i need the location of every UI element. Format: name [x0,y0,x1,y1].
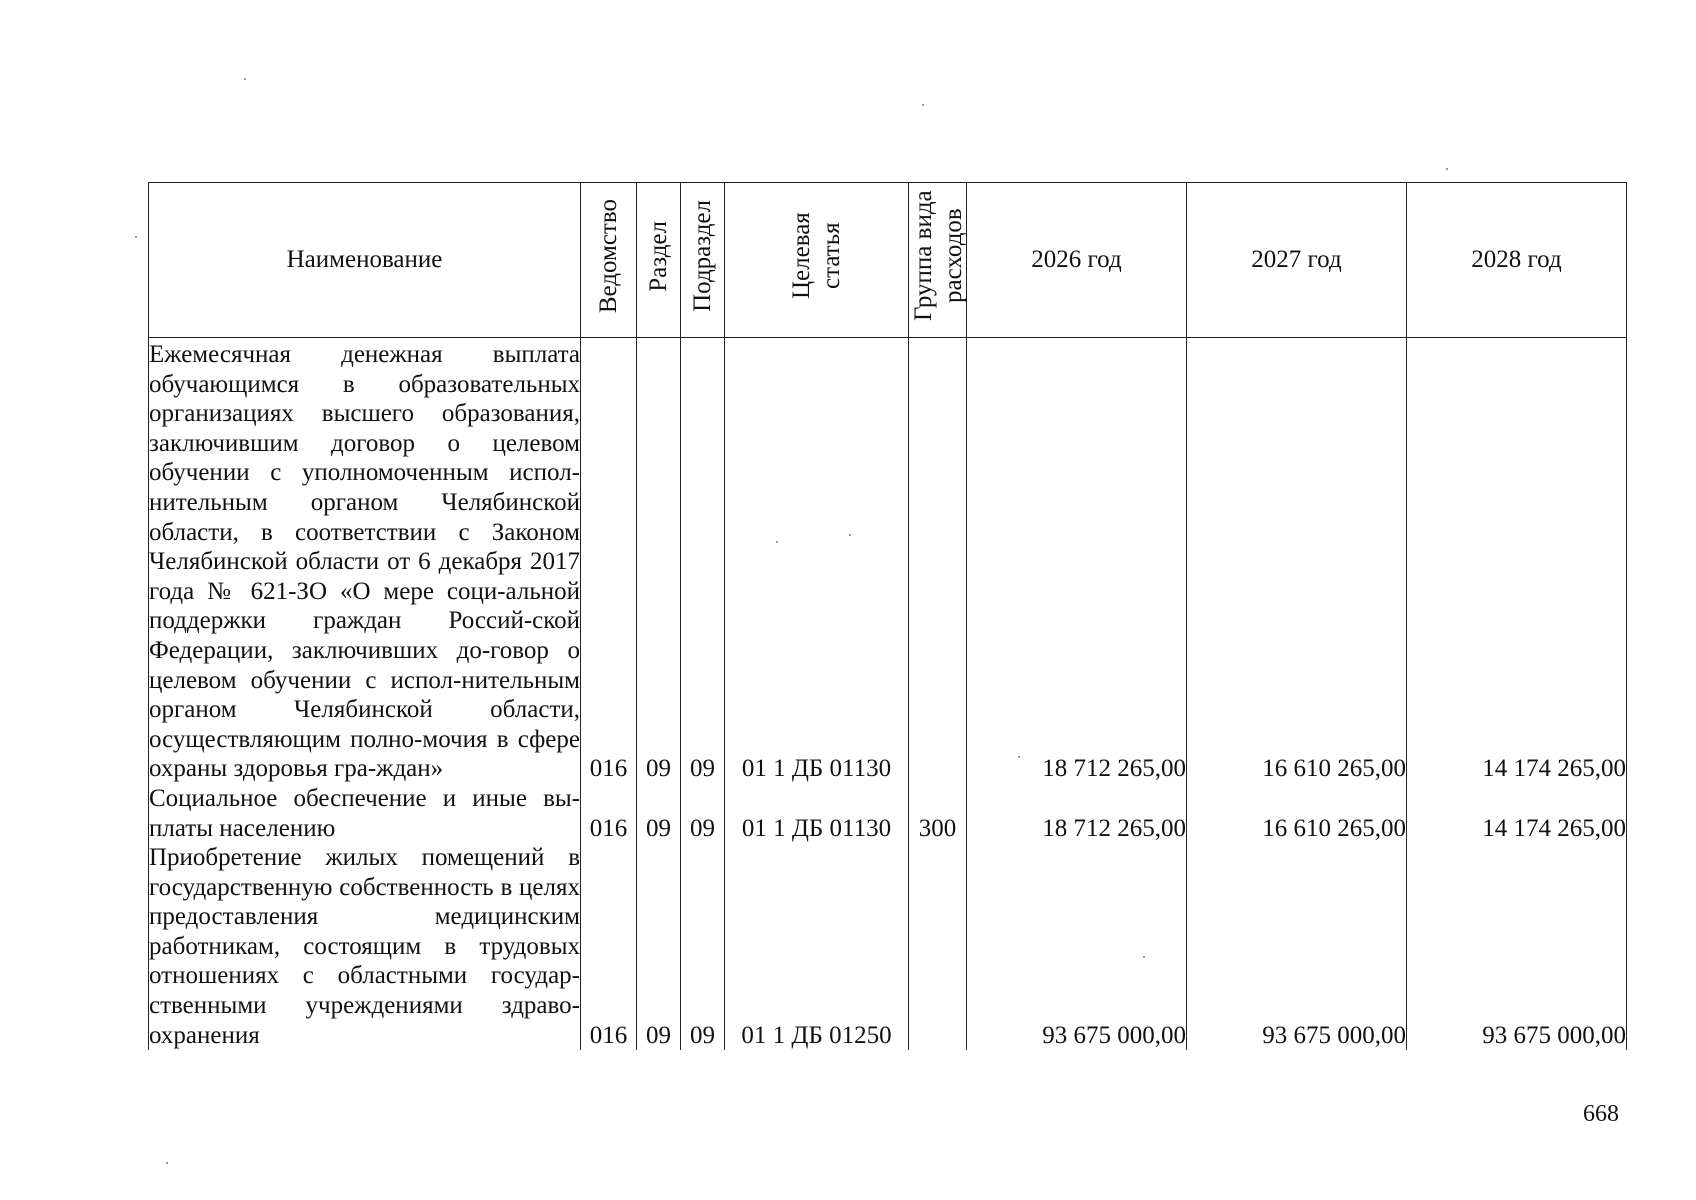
budget-table [148,182,1627,1050]
row-vedomstvo: 016 [581,784,637,843]
page-number: 668 [1583,1101,1619,1127]
row-celevaya: 01 1 ДБ 01130 [725,338,909,784]
row-vedomstvo: 016 [581,843,637,1050]
row-gruppa [909,338,967,784]
row-podrazdel: 09 [681,338,725,784]
row-name: Приобретение жилых помещений в государственную собственность в целях предоставления медицинским работникам, состоящим в трудовых отношениях с областными государ-ственными учреждениями здраво-охранения [149,844,580,1049]
row-vedomstvo: 016 [581,338,637,784]
row-razdel: 09 [637,843,681,1050]
row-razdel: 09 [637,784,681,843]
row-2026: 93 675 000,00 [967,843,1187,1050]
scan-speck [166,1162,168,1164]
scan-speck [135,236,137,238]
scan-speck [1143,956,1145,958]
header-gruppa [909,183,967,338]
header-razdel-label: Раздел [644,220,672,292]
header-razdel [637,183,681,338]
header-celevaya-label: Целевая статья [787,212,845,300]
scan-speck [922,104,924,106]
header-celevaya [725,183,909,338]
table-row [149,843,1627,1050]
row-celevaya: 01 1 ДБ 01130 [725,784,909,843]
scan-speck [244,78,246,80]
row-celevaya: 01 1 ДБ 01250 [725,843,909,1050]
row-razdel: 09 [637,338,681,784]
header-2026: 2026 год [967,183,1187,338]
row-2026: 18 712 265,00 [967,338,1187,784]
table-header-row [149,183,1627,338]
row-gruppa [909,843,967,1050]
row-2028: 14 174 265,00 [1407,338,1627,784]
row-podrazdel: 09 [681,843,725,1050]
header-2027: 2027 год [1187,183,1407,338]
scan-speck [776,541,778,543]
header-gruppa-label: Группа вида расходов [910,190,967,322]
row-gruppa: 300 [909,784,967,843]
header-2028: 2028 год [1407,183,1627,338]
scan-speck [1018,756,1020,758]
header-podrazdel [681,183,725,338]
row-2028: 93 675 000,00 [1407,843,1627,1050]
row-2027: 93 675 000,00 [1187,843,1407,1050]
row-2026: 18 712 265,00 [967,784,1187,843]
row-name: Социальное обеспечение и иные вы-платы населению [149,784,580,842]
row-podrazdel: 09 [681,784,725,843]
scan-speck [1446,168,1448,170]
row-2028: 14 174 265,00 [1407,784,1627,843]
scan-speck [849,534,851,536]
header-vedomstvo-label: Ведомство [594,198,622,314]
row-2027: 16 610 265,00 [1187,784,1407,843]
row-name: Ежемесячная денежная выплата обучающимся в образовательных организациях высшего образования, заключившим договор о целевом обучении с уполномоченным испол-нительным органом Челябинской области, в соответствии с Законом Челябинской области от 6 декабря 2017 года № 621-ЗО «О мере соци-альной поддержки граждан Россий-ской Федерации, заключивших до-говор о целевом обучении с испол-нительным органом Челябинской области, осуществляющим полно-мочия в сфере охраны здоровья гра-ждан» [149,338,581,784]
table-row [149,784,1627,843]
header-name: Наименование [149,183,581,338]
table-row [149,338,1627,784]
header-vedomstvo [581,183,637,338]
row-2027: 16 610 265,00 [1187,338,1407,784]
header-podrazdel-label: Подраздел [688,200,716,312]
